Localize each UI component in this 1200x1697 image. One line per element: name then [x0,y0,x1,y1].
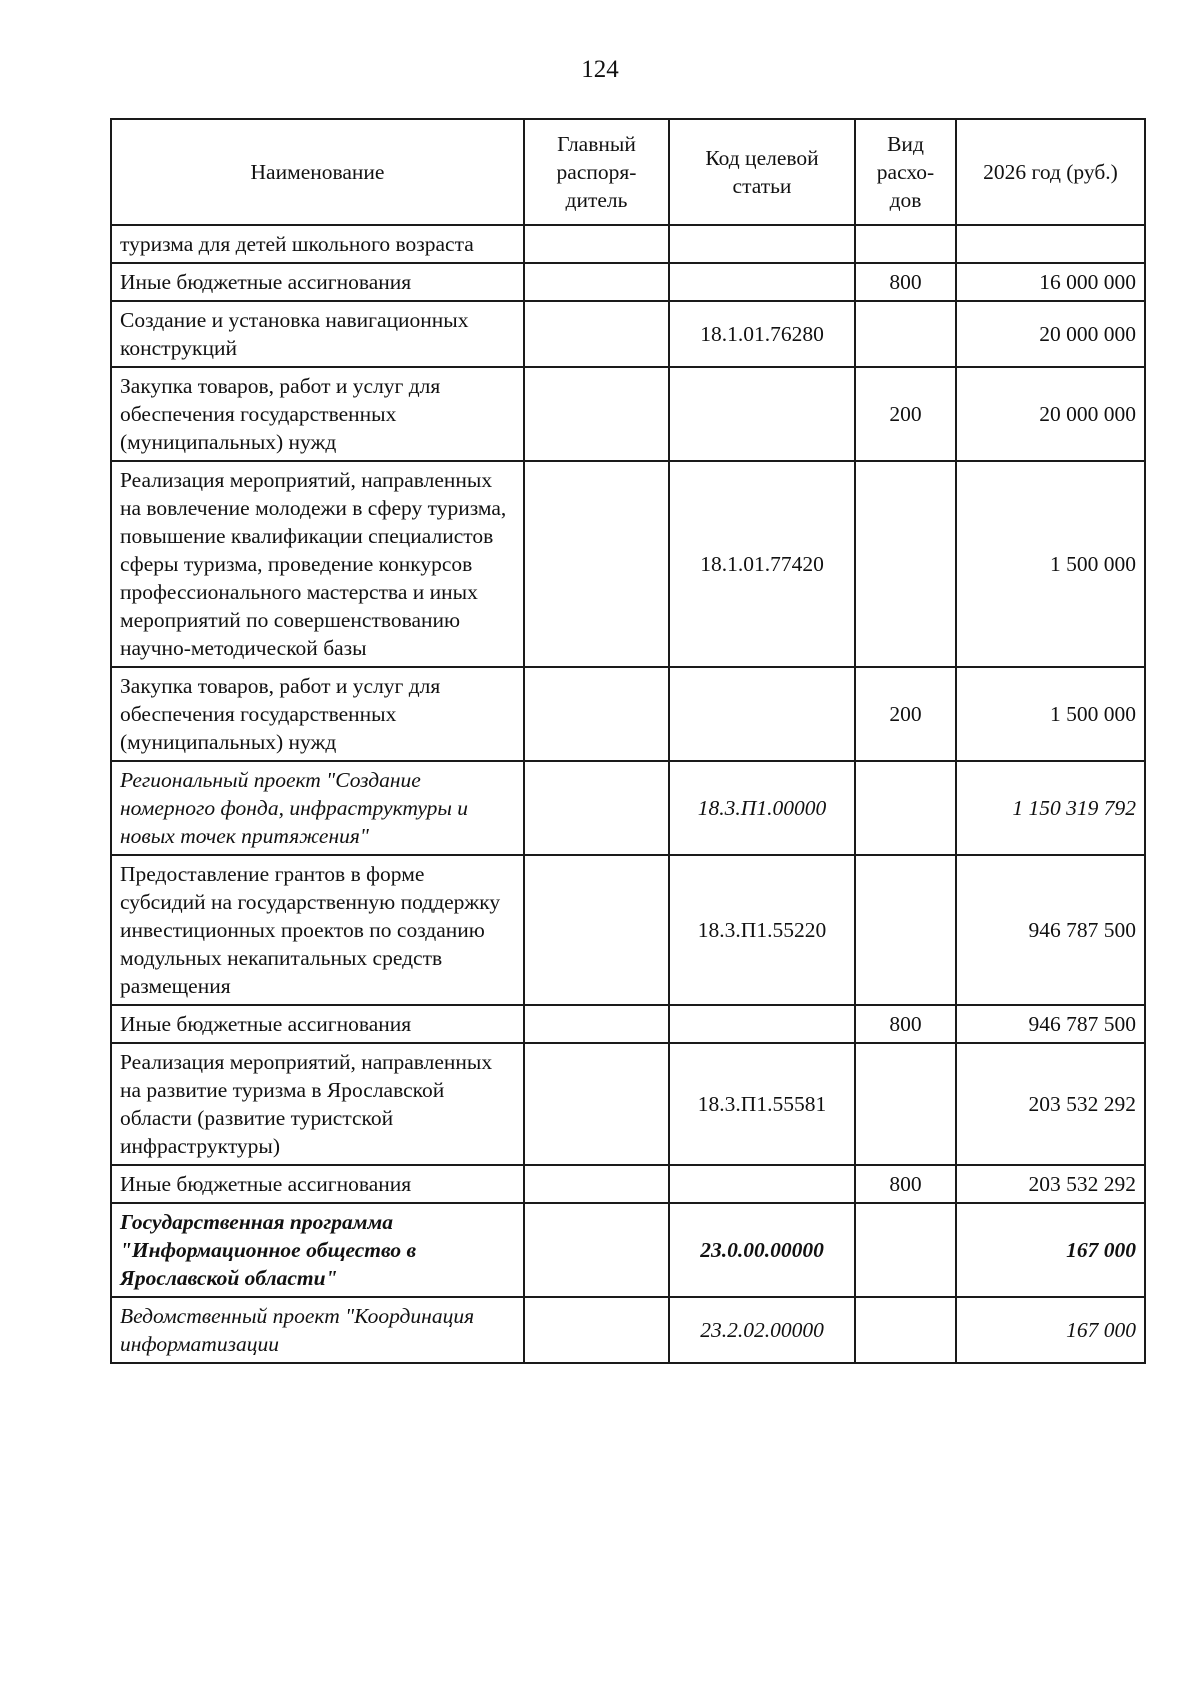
cell-grbs [524,301,669,367]
table-row [111,1203,1145,1297]
cell-name: Закупка товаров, работ и услуг для обеспечения государственных (муниципальных) нужд [111,367,524,461]
cell-grbs [524,1043,669,1165]
cell-grbs [524,855,669,1005]
cell-kind: 200 [855,367,956,461]
cell-kind [855,301,956,367]
cell-code: 23.2.02.00000 [669,1297,855,1363]
cell-amount: 1 150 319 792 [956,761,1145,855]
cell-grbs [524,225,669,263]
table-row [111,667,1145,761]
cell-name: Реализация мероприятий, направленных на вовлечение молодежи в сферу туризма, повышение квалификации специалистов сферы туризма, проведение конкурсов профессионального мастерства и иных мероприятий по совершенствованию научно-методической базы [111,461,524,667]
table-row [111,1043,1145,1165]
cell-grbs [524,1005,669,1043]
cell-amount: 20 000 000 [956,301,1145,367]
cell-kind: 800 [855,1005,956,1043]
cell-amount: 203 532 292 [956,1043,1145,1165]
cell-code [669,225,855,263]
cell-kind: 800 [855,1165,956,1203]
cell-name: Предоставление грантов в форме субсидий на государственную поддержку инвестиционных проектов по созданию модульных некапитальных средств размещения [111,855,524,1005]
table-row [111,855,1145,1005]
cell-amount: 203 532 292 [956,1165,1145,1203]
table-row [111,761,1145,855]
cell-grbs [524,761,669,855]
cell-code: 23.0.00.00000 [669,1203,855,1297]
cell-code: 18.3.П1.00000 [669,761,855,855]
budget-table [110,118,1146,1364]
table-row [111,301,1145,367]
cell-name: Государственная программа "Информационное общество в Ярославской области" [111,1203,524,1297]
table-row [111,263,1145,301]
cell-code [669,367,855,461]
page-number: 124 [581,56,619,83]
cell-code: 18.3.П1.55220 [669,855,855,1005]
header-kind: Вид расхо-дов [855,119,956,225]
cell-code [669,1165,855,1203]
header-grbs: Главный распоря-дитель [524,119,669,225]
cell-kind [855,1203,956,1297]
cell-name: Реализация мероприятий, направленных на развитие туризма в Ярославской области (развитие туристской инфраструктуры) [111,1043,524,1165]
cell-kind [855,1297,956,1363]
cell-kind [855,225,956,263]
cell-kind [855,761,956,855]
cell-name: Иные бюджетные ассигнования [111,263,524,301]
table-row [111,367,1145,461]
cell-code [669,1005,855,1043]
cell-kind [855,1043,956,1165]
table-row [111,1005,1145,1043]
cell-name: Ведомственный проект "Координация информатизации [111,1297,524,1363]
cell-name: Региональный проект "Создание номерного фонда, инфраструктуры и новых точек притяжения" [111,761,524,855]
cell-amount: 946 787 500 [956,855,1145,1005]
cell-amount: 167 000 [956,1297,1145,1363]
cell-code: 18.1.01.76280 [669,301,855,367]
cell-grbs [524,367,669,461]
cell-name: Закупка товаров, работ и услуг для обеспечения государственных (муниципальных) нужд [111,667,524,761]
cell-grbs [524,667,669,761]
cell-amount: 20 000 000 [956,367,1145,461]
cell-name: Создание и установка навигационных конструкций [111,301,524,367]
cell-name: Иные бюджетные ассигнования [111,1165,524,1203]
cell-grbs [524,263,669,301]
cell-kind [855,855,956,1005]
cell-grbs [524,1297,669,1363]
cell-code [669,667,855,761]
cell-amount: 167 000 [956,1203,1145,1297]
cell-code: 18.3.П1.55581 [669,1043,855,1165]
table-row [111,461,1145,667]
cell-grbs [524,461,669,667]
table-row [111,1297,1145,1363]
header-code: Код целевой статьи [669,119,855,225]
cell-kind: 800 [855,263,956,301]
header-amount: 2026 год (руб.) [956,119,1145,225]
header-name: Наименование [111,119,524,225]
cell-kind [855,461,956,667]
table-row [111,1165,1145,1203]
cell-amount: 1 500 000 [956,461,1145,667]
cell-name: туризма для детей школьного возраста [111,225,524,263]
cell-code [669,263,855,301]
cell-code: 18.1.01.77420 [669,461,855,667]
cell-amount: 1 500 000 [956,667,1145,761]
table-header-row [111,119,1145,225]
cell-name: Иные бюджетные ассигнования [111,1005,524,1043]
table-row [111,225,1145,263]
cell-grbs [524,1165,669,1203]
cell-amount: 946 787 500 [956,1005,1145,1043]
cell-kind: 200 [855,667,956,761]
cell-amount: 16 000 000 [956,263,1145,301]
cell-amount [956,225,1145,263]
cell-grbs [524,1203,669,1297]
